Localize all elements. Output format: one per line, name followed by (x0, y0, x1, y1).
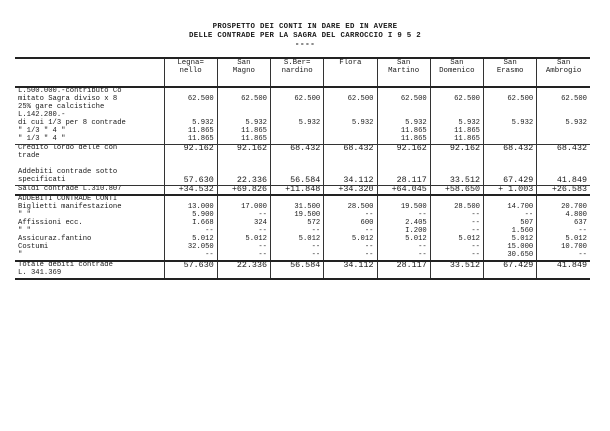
section-row-band2 (15, 145, 590, 186)
value-cell: 22.336 (217, 261, 270, 279)
value-cell: 31.500 19.500 572 -- 5.012 -- -- (271, 195, 324, 261)
document-title: PROSPETTO DEI CONTI IN DARE ED IN AVERE (212, 23, 398, 31)
value-cell: 13.000 5.900 I.668 -- 5.012 32.050 -- (164, 195, 217, 261)
value-cell: 57.630 (164, 261, 217, 279)
row-label: Totale debiti contrade L. 341.369 (18, 261, 113, 277)
value-cell: 34.112 (324, 261, 377, 279)
value-cell: 92.162 57.630 (164, 145, 217, 186)
accounts-table (15, 57, 590, 280)
row-label: L.500.000.-contributo Co mitato Sagra diviso x 8 25% gare calcistiche L.142.280.- di cui 1/3 per 8 contrade " 1/3 " 4 " " 1/3 " 4 " (15, 87, 164, 145)
value-cell: 67.429 (484, 261, 537, 279)
title-underline: ---- (294, 40, 316, 49)
value-cell: 62.500 5.932 (484, 87, 537, 145)
section-row-band1 (15, 87, 590, 145)
document-subtitle: DELLE CONTRADE PER LA SAGRA DEL CARROCCIO I 9 5 2 (188, 32, 422, 40)
column-header: San Domenico (430, 58, 483, 87)
value-cell: 68.432 67.429 (484, 145, 537, 186)
row-label: Saldi contrade L.310.807 (15, 186, 164, 196)
value-cell: 20.700 4.800 637 -- 5.012 10.700 -- (537, 195, 590, 261)
column-header: San Martino (377, 58, 430, 87)
value-cell: 28.500 -- -- -- 5.012 -- -- (430, 195, 483, 261)
column-header: Legna= nello (164, 58, 217, 87)
value-cell: +26.583 (537, 186, 590, 196)
value-cell: 62.500 5.932 11.865 11.865 (377, 87, 430, 145)
value-cell: 19.500 -- 2.405 I.200 5.012 -- -- (377, 195, 430, 261)
value-cell: 17.000 -- 324 -- 5.012 -- -- (217, 195, 270, 261)
value-cell: +69.826 (217, 186, 270, 196)
value-cell: 62.500 5.932 11.865 11.865 (217, 87, 270, 145)
value-cell: 68.432 41.849 (537, 145, 590, 186)
value-cell: 62.500 5.932 11.865 11.865 (164, 87, 217, 145)
value-cell: +64.045 (377, 186, 430, 196)
column-header: S.Ber= nardino (271, 58, 324, 87)
value-cell: 56.584 (271, 261, 324, 279)
section-row-band3 (15, 186, 590, 196)
value-cell: 68.432 34.112 (324, 145, 377, 186)
row-label: ADDEBITI CONTRADE CONTI Biglietti manifestazione " " Affissioni ecc. " " Assicuraz.fantino Costumi " (15, 195, 164, 261)
value-cell: + 1.003 (484, 186, 537, 196)
header-corner (15, 58, 164, 87)
section-row-band4 (15, 195, 590, 261)
column-header: San Magno (217, 58, 270, 87)
value-cell: 33.512 (430, 261, 483, 279)
value-cell: +34.320 (324, 186, 377, 196)
column-header: Flora (324, 58, 377, 87)
value-cell: 68.432 56.584 (271, 145, 324, 186)
value-cell: 62.500 5.932 (324, 87, 377, 145)
value-cell: 92.162 33.512 (430, 145, 483, 186)
value-cell: 62.500 5.932 11.865 11.865 (430, 87, 483, 145)
row-label: Credito lordo delle con trade Addebiti contrade sotto specificati (15, 145, 164, 186)
value-cell: 14.700 -- 507 1.560 5.012 15.000 30.650 (484, 195, 537, 261)
column-header: San Ambrogio (537, 58, 590, 87)
value-cell: +58.650 (430, 186, 483, 196)
header-row (15, 58, 590, 87)
value-cell: +11.848 (271, 186, 324, 196)
value-cell: 28.500 -- 600 -- 5.012 -- -- (324, 195, 377, 261)
value-cell: +34.532 (164, 186, 217, 196)
value-cell: 62.500 5.932 (271, 87, 324, 145)
column-header: San Erasmo (484, 58, 537, 87)
value-cell: 92.162 22.336 (217, 145, 270, 186)
value-cell: 28.117 (377, 261, 430, 279)
value-cell: 92.162 28.117 (377, 145, 430, 186)
section-row-band5 (15, 261, 590, 279)
value-cell: 62.500 5.932 (537, 87, 590, 145)
value-cell: 41.849 (537, 261, 590, 279)
